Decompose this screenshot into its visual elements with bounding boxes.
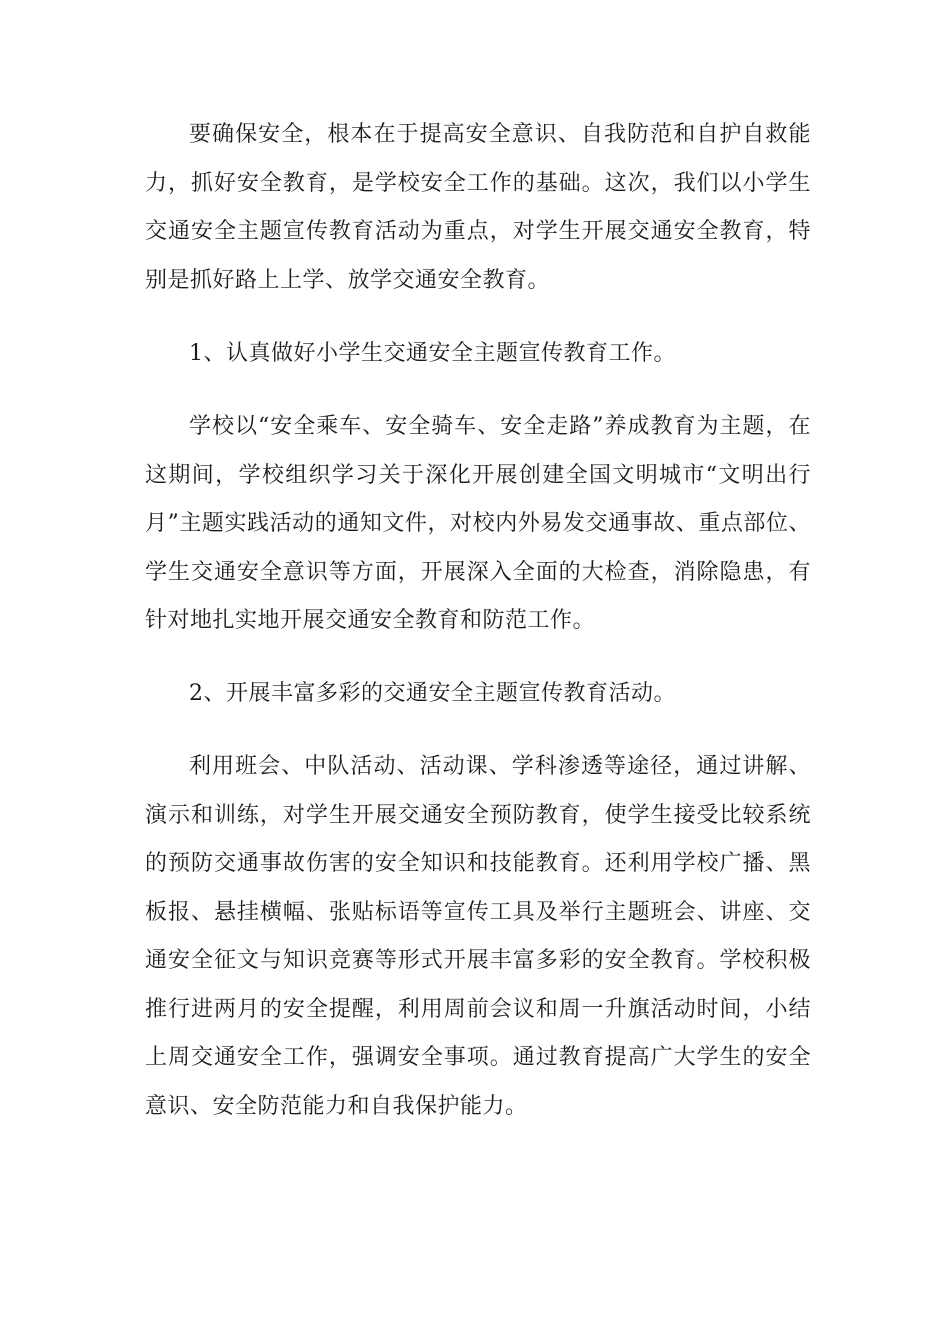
paragraph-intro: 要确保安全，根本在于提高安全意识、自我防范和自护自救能力，抓好安全教育，是学校安全工作的基础。这次，我们以小学生交通安全主题宣传教育活动为重点，对学生开展交通安全教育，特别是抓好路上上学、放学交通安全教育。 <box>145 122 811 293</box>
heading-item-2: 2、开展丰富多彩的交通安全主题宣传教育活动。 <box>189 681 676 706</box>
paragraph-item-1-body: 学校以“安全乘车、安全骑车、安全走路”养成教育为主题，在这期间，学校组织学习关于深化开展创建全国文明城市“文明出行月”主题实践活动的通知文件，对校内外易发交通事故、重点部位、学生交通安全意识等方面，开展深入全面的大检查，消除隐患，有针对地扎实地开展交通安全教育和防范工作。 <box>145 414 811 633</box>
paragraph-item-2-body: 利用班会、中队活动、活动课、学科渗透等途径，通过讲解、演示和训练，对学生开展交通安全预防教育，使学生接受比较系统的预防交通事故伤害的安全知识和技能教育。还利用学校广播、黑板报、悬挂横幅、张贴标语等宣传工具及举行主题班会、讲座、交通安全征文与知识竞赛等形式开展丰富多彩的安全教育。学校积极推行进两月的安全提醒，利用周前会议和周一升旗活动时间，小结上周交通安全工作，强调安全事项。通过教育提高广大学生的安全意识、安全防范能力和自我保护能力。 <box>145 754 811 1119</box>
heading-item-1: 1、认真做好小学生交通安全主题宣传教育工作。 <box>189 341 676 366</box>
